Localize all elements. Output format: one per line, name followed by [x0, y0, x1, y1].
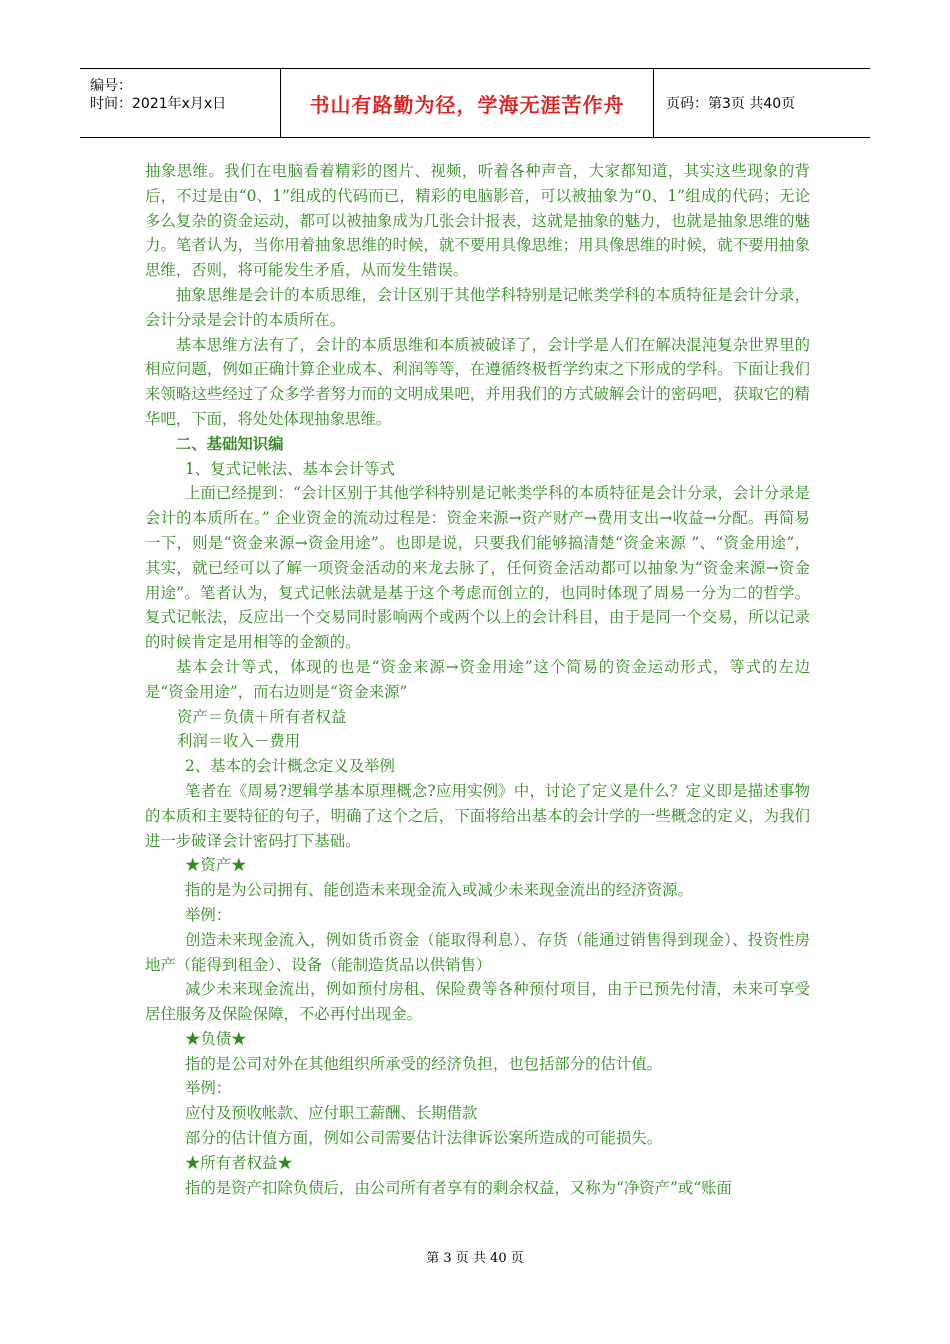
- paragraph: 指的是公司对外在其他组织所承受的经济负担，也包括部分的估计值。: [185, 1054, 663, 1073]
- page-info-text: 页码：第3页 共40页: [666, 96, 796, 112]
- paragraph: 抽象思维。我们在电脑看着精彩的图片、视频，听着各种声音，大家都知道，其实这些现象的背后，不过是由“0、1”组成的代码而已，精彩的电脑影音，可以被抽象为“0、1”组成的代码；无论多么复杂的资金运动，都可以被抽象成为几张会计报表，这就是抽象的魅力，也就是抽象思维的魅力。笔者认为，当你用着抽象思维的时候，就不要用具像思维；用具像思维的时候，就不要用抽象思维，否则，将可能发生矛盾，从而发生错误。: [145, 162, 810, 280]
- header-meta: [80, 69, 281, 137]
- doc-number-label: 编号：: [90, 78, 132, 94]
- document-body: [145, 159, 810, 1200]
- page-header: [80, 68, 870, 138]
- concept-heading: ★所有者权益★: [185, 1153, 293, 1172]
- header-motto-cell: [281, 69, 654, 137]
- paragraph: 应付及预收帐款、应付职工薪酬、长期借款: [185, 1104, 478, 1123]
- concept-heading: ★资产★: [185, 856, 247, 875]
- paragraph: 上面已经提到：“会计区别于其他学科特别是记帐类学科的本质特征是会计分录，会计分录是会计的本质所在。” 企业资金的流动过程是：资金来源→资产财产→费用支出→收益→分配。再简易一下，则是“资金来源→资金用途”。也即是说，只要我们能够搞清楚“资金来源 ”、“资金用途”，其实，就已经可以了解一项资金活动的来龙去脉了，任何资金活动都可以抽象为“资金来源→资金用途”。笔者认为，复式记帐法就是基于这个考虑而创立的，也同时体现了周易一分为二的哲学。复式记帐法，反应出一个交易同时影响两个或两个以上的会计科目，由于是同一个交易，所以记录的时候肯定是用相等的金额的。: [145, 484, 810, 652]
- header-page-info: [654, 69, 870, 137]
- subsection-heading: 1、复式记帐法、基本会计等式: [185, 459, 395, 478]
- paragraph: 指的是为公司拥有、能创造未来现金流入或减少未来现金流出的经济资源。: [185, 881, 693, 900]
- subsection-heading: 2、基本的会计概念定义及举例: [185, 757, 395, 776]
- equation: 利润＝收入－费用: [177, 732, 301, 751]
- paragraph: 基本会计等式，体现的也是“资金来源→资金用途”这个简易的资金运动形式，等式的左边是“资金用途”，而右边则是“资金来源”: [145, 657, 810, 701]
- paragraph: 部分的估计值方面，例如公司需要估计法律诉讼案所造成的可能损失。: [185, 1129, 663, 1148]
- paragraph: 抽象思维是会计的本质思维，会计区别于其他学科特别是记帐类学科的本质特征是会计分录，会计分录是会计的本质所在。: [145, 285, 810, 329]
- paragraph: 基本思维方法有了，会计的本质思维和本质被破译了，会计学是人们在解决混沌复杂世界里的相应问题，例如正确计算企业成本、利润等等，在遵循终极哲学约束之下形成的学科。下面让我们来领略这些经过了众多学者努力而的文明成果吧，并用我们的方式破解会计的密码吧，获取它的精华吧，下面，将处处体现抽象思维。: [145, 335, 810, 428]
- example-label: 举例：: [185, 1079, 232, 1098]
- paragraph: 创造未来现金流入，例如货币资金（能取得利息）、存货（能通过销售得到现金）、投资性房地产（能得到租金）、设备（能制造货品以供销售）: [145, 930, 810, 974]
- equation: 资产＝负债＋所有者权益: [177, 707, 347, 726]
- page-footer: 第 3 页 共 40 页: [426, 1251, 524, 1266]
- section-heading: 二、基础知识编: [175, 434, 284, 453]
- header-motto: 书山有路勤为径，学海无涯苦作舟: [309, 92, 625, 117]
- paragraph: 笔者在《周易?逻辑学基本原理概念?应用实例》中，讨论了定义是什么？定义即是描述事物的本质和主要特征的句子，明确了这个之后，下面将给出基本的会计学的一些概念的定义，为我们进一步破译会计密码打下基础。: [145, 781, 810, 850]
- concept-heading: ★负债★: [185, 1029, 247, 1048]
- example-label: 举例：: [185, 905, 232, 924]
- doc-time-label: 时间：2021年x月x日: [90, 96, 227, 112]
- paragraph: 减少未来现金流出，例如预付房租、保险费等各种预付项目，由于已预先付清，未来可享受居住服务及保险保障，不必再付出现金。: [145, 980, 810, 1024]
- paragraph: 指的是资产扣除负债后，由公司所有者享有的剩余权益，又称为“净资产”或“账面: [185, 1178, 732, 1197]
